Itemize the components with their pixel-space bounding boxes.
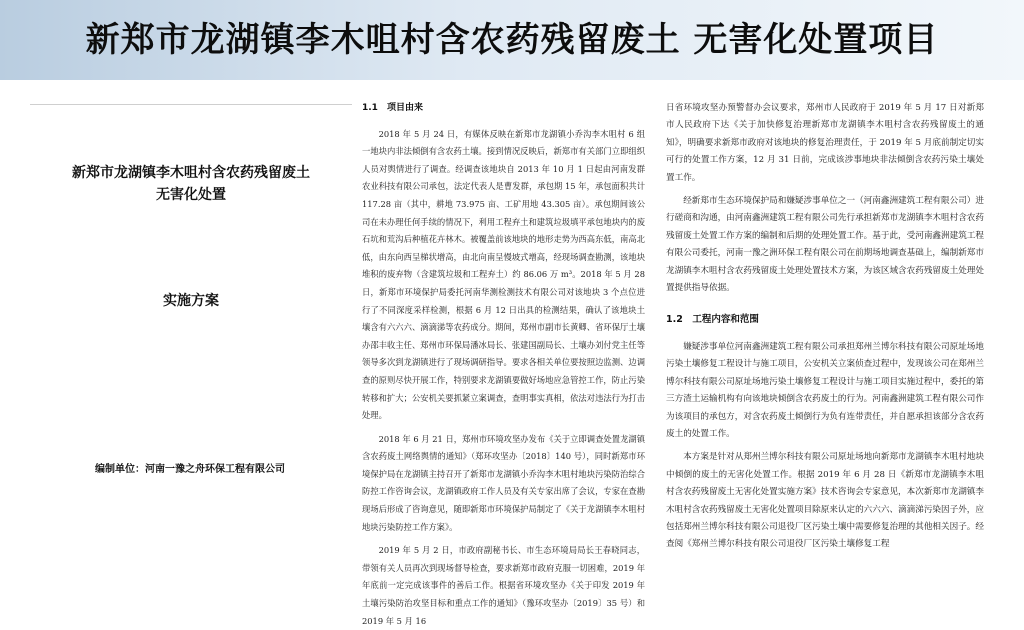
cover-title-line1: 新郑市龙湖镇李木咀村含农药残留废土 [72, 165, 310, 181]
middle-column [362, 100, 645, 626]
paragraph: 本方案是针对从郑州兰博尔科技有限公司原址场地向新郑市龙湖镇李木咀村地块中倾倒的废土的无害化处置工作。根据 2019 年 6 月 28 日《新郑市龙湖镇李木咀村含农药残留废土无害化处置实施方案》技术咨询会专家意见，本次新郑市龙湖镇李木咀村含农药残留废土无害化处置项目除原来认定的六六六、滴滴涕污染因子外，应包括郑州兰博尔科技有限公司退役厂区污染土壤中需要修复治理的其他相关因子。经查阅《郑州兰博尔科技有限公司退役厂区污染土壤修复工程 [666, 452, 984, 550]
paragraph: 经新郑市生态环境保护局和嫌疑涉事单位之一（河南鑫洲建筑工程有限公司）进行磋商和沟通，由河南鑫洲建筑工程有限公司先行承担新郑市龙湖镇李木咀村含农药残留废土处置工作方案的编制和后期的处理处置工作。基于此，受河南鑫洲建筑工程有限公司委托，河南一豫之洲环保工程有限公司在前期场地调查基础上，编制新郑市龙湖镇李木咀村含农药残留废土处理处置技术方案，为该区域含农药残留废土处理处置提供指导依据。 [666, 196, 984, 294]
paragraph: 2018 年 6 月 21 日，郑州市环境攻坚办发布《关于立即调查处置龙湖镇含农药废土网络舆情的通知》（郑环攻坚办〔2018〕140 号），同时新郑市环境保护局在龙湖镇主持召开了新郑市龙湖镇小乔沟李木咀村地块污染防治综合防控工作咨询会议，龙湖镇政府工作人员及有关专家出席了会议，专家在查勘现场后形成了咨询意见，随即新郑市环境保护局制定了《关于龙湖镇李木咀村地块污染防控工作方案》。 [362, 433, 645, 532]
section-title-1-1: 1.1 项目由来 [362, 103, 423, 113]
cover-title [30, 162, 352, 206]
paragraph: 嫌疑涉事单位河南鑫洲建筑工程有限公司承担郑州兰博尔科技有限公司原址场地污染土壤修复工程设计与施工项目，公安机关立案侦查过程中，发现该公司在郑州兰博尔科技有限公司原址场地污染土壤修复工程设计与施工项目实施过程中，委托的第三方渣土运输机构有向该地块倾倒含农药废土的行为。河南鑫洲建筑工程有限公司作为该项目的承包方，对含农药废土倾倒行为负有连带责任，并自愿承担该部分含农药废土的处置工作。 [666, 341, 984, 439]
paragraph: 2019 年 5 月 2 日，市政府副秘书长、市生态环境局局长王春晓同志，带领有关人员再次到现场督导检查，要求新郑市政府克服一切困难，2019 年年底前一定完成该事件的善后工作。根据省环境攻坚办《关于印发 2019 年土壤污染防治攻坚目标和重点工作的通知》（豫环攻坚办〔2019〕35 号）和 2019 年 5 月 16 [362, 545, 645, 626]
cover-subtitle: 实施方案 [163, 293, 219, 309]
right-column [666, 100, 984, 550]
cover-divider [30, 104, 352, 105]
cover-compiling-unit: 编制单位：河南一豫之舟环保工程有限公司 [95, 464, 285, 475]
paragraph: 日省环境攻坚办预警督办会议要求，郑州市人民政府于 2019 年 5 月 17 日对新郑市人民政府下达《关于加快修复治理新郑市龙湖镇李木咀村含农药残留废土的通知》，明确要求新郑市政府对该地块的修复治理责任，于 2019 年 5 月底前制定切实可行的处置工作方案，12 月 31 日前，完成该涉事地块非法倾倒含农药污染土壤处置工作。 [666, 103, 984, 183]
cover-page [30, 100, 352, 520]
banner [0, 0, 1024, 80]
banner-title: 新郑市龙湖镇李木咀村含农药残留废土 无害化处置项目 [85, 20, 939, 60]
section-title-1-2: 1.2 工程内容和范围 [666, 314, 759, 326]
cover-title-line2: 无害化处置 [156, 187, 226, 203]
paragraph: 2018 年 5 月 24 日，有媒体反映在新郑市龙湖镇小乔沟李木咀村 6 组一地块内非法倾倒有含农药土壤。接到情况反映后，新郑市有关部门立即组织人员对舆情进行了调查。经调查该地块自 2013 年 10 月 1 日起由河南发群农业科技有限公司承包，法定代表人是曹发群，承包期 15 年，承包面积共计 117.28 亩（其中，耕地 73.975 亩、工矿用地 43.305 亩）。承包期间该公司在未办理任何手续的情况下，利用工程弃土和建筑垃圾填平承包地块内的废石坑和荒沟后种植花卉林木。被覆盖前该地块的地形走势为西高东低，南高北低，由东向西呈梯状增高，由北向南呈慢坡式增高，经现场调查勘测，该地块堆积的废弃物（含建筑垃圾和工程弃土）约 86.06 万 m³。2018 年 5 月 28 日，新郑市环境保护局委托河南华测检测技术有限公司对该地块 3 个点位进行了不同深度采样检测，根据 6 月 12 日出具的检测结果，确认了该地块土壤含有六六六、滴滴涕等农药成分。期间，郑州市副市长黄卿、省环保厅土壤办邵丰收主任、郑州市环保局潘冰局长、张建国副局长、土壤办刘付党主任等领导多次到龙湖镇进行了现场调研指导。要求各相关单位要按照边监测、边调查的原则尽快开展工作，特别要求龙湖镇要做好场地应急管控工作，防止污染转移和扩大；公安机关要抓紧立案调查，查明事实真相，依法对违法行为打击处理。 [362, 128, 645, 421]
